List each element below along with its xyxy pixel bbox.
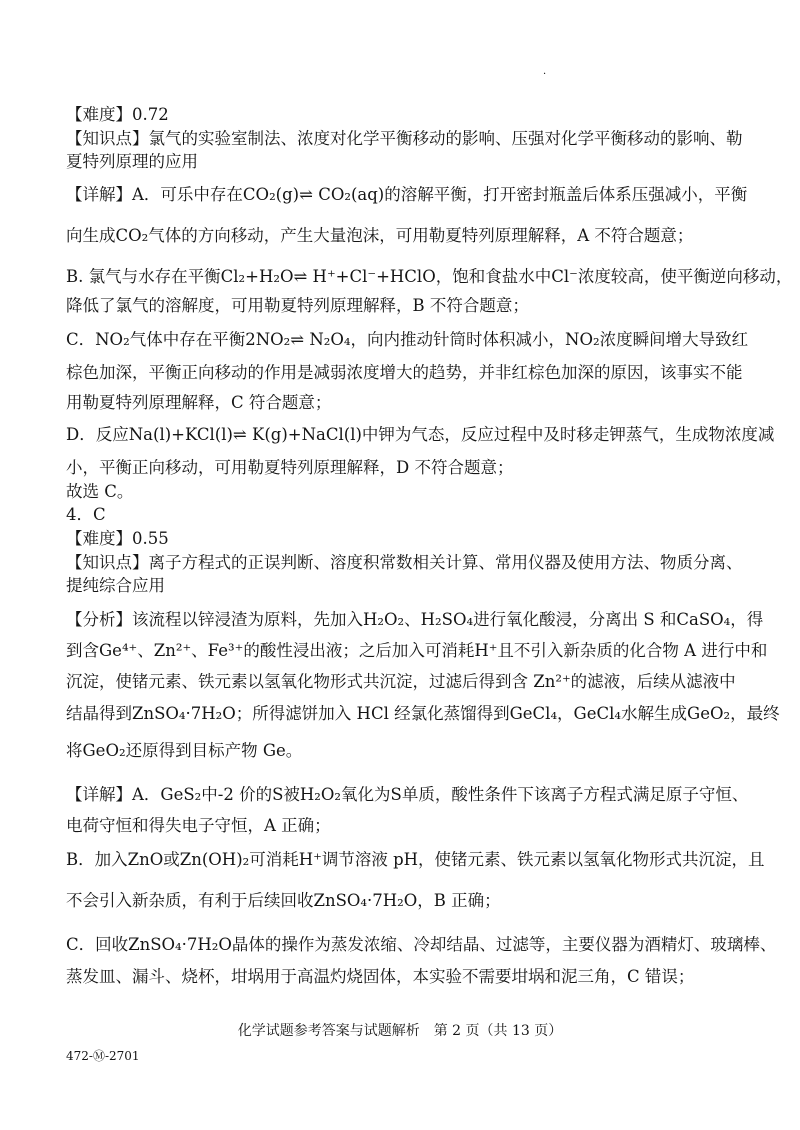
analysis-line: 【分析】该流程以锌浸渣为原料，先加入H₂O₂、H₂SO₄进行氧化酸浸，分离出 S 和CaSO₄，得 xyxy=(66,610,764,629)
difficulty-line-2: 【难度】0.55 xyxy=(66,529,169,548)
detail-d-line: D．反应Na(l)+KCl(l)⇌ K(g)+NaCl(l)中钾为气态，反应过程中及时移走钾蒸气，生成物浓度减 xyxy=(66,425,775,444)
detail-a-line-2-cont: 电荷守恒和得失电子守恒，A 正确； xyxy=(66,816,331,835)
detail-a-line: 【详解】A．可乐中存在CO₂(g)⇌ CO₂(aq)的溶解平衡，打开密封瓶盖后体系压强减小，平衡 xyxy=(66,185,748,204)
analysis-line-cont3: 结晶得到ZnSO₄·7H₂O；所得滤饼加入 HCl 经氯化蒸馏得到GeCl₄，GeCl₄水解生成GeO₂，最终 xyxy=(66,704,780,723)
detail-c-line-2: C．回收ZnSO₄·7H₂O晶体的操作为蒸发浓缩、冷却结晶、过滤等，主要仪器为酒精灯、玻璃棒、 xyxy=(66,935,777,954)
detail-d-line-cont: 小，平衡正向移动，可用勒夏特列原理解释，D 不符合题意； xyxy=(66,458,514,477)
page-footer: 化学试题参考答案与试题解析 第 2 页（共 13 页） xyxy=(237,1023,563,1039)
knowledge-points-line-cont: 夏特列原理的应用 xyxy=(66,152,198,171)
detail-c-line-cont2: 用勒夏特列原理解释，C 符合题意； xyxy=(66,393,332,412)
analysis-line-cont2: 沉淀，使锗元素、铁元素以氢氧化物形式共沉淀，过滤后得到含 Zn²⁺的滤液，后续从滤液中 xyxy=(66,672,736,691)
detail-b-line-2: B．加入ZnO或Zn(OH)₂可消耗H⁺调节溶液 pH，使锗元素、铁元素以氢氧化物形式共沉淀，且 xyxy=(66,850,765,869)
document-code: 472-Ⓜ-2701 xyxy=(66,1049,140,1063)
detail-b-line-2-cont: 不会引入新杂质，有利于后续回收ZnSO₄·7H₂O，B 正确； xyxy=(66,891,501,910)
difficulty-line: 【难度】0.72 xyxy=(66,105,169,124)
detail-a-line-2: 【详解】A．GeS₂中-2 价的S被H₂O₂氧化为S单质，酸性条件下该离子方程式满足原子守恒、 xyxy=(66,785,749,804)
question-number-line: 4．C xyxy=(66,505,106,524)
detail-c-line-cont: 棕色加深，平衡正向移动的作用是减弱浓度增大的趋势，并非红棕色加深的原因，该事实不能 xyxy=(66,363,743,382)
detail-c-line-2-cont: 蒸发皿、漏斗、烧杯，坩埚用于高温灼烧固体，本实验不需要坩埚和泥三角，C 错误； xyxy=(66,967,695,986)
conclusion-line: 故选 C。 xyxy=(66,482,134,501)
knowledge-points-line-2: 【知识点】离子方程式的正误判断、溶度积常数相关计算、常用仪器及使用方法、物质分离、 xyxy=(66,553,743,572)
analysis-line-cont4: 将GeO₂还原得到目标产物 Ge。 xyxy=(66,741,303,760)
detail-a-line-cont: 向生成CO₂气体的方向移动，产生大量泡沫，可用勒夏特列原理解释，A 不符合题意； xyxy=(66,226,694,245)
detail-b-line: B. 氯气与水存在平衡Cl₂+H₂O⇌ H⁺+Cl⁻+HClO，饱和食盐水中Cl⁻浓度较高，使平衡逆向移动， xyxy=(66,267,793,286)
analysis-line-cont: 到含Ge⁴⁺、Zn²⁺、Fe³⁺的酸性浸出液；之后加入可消耗H⁺且不引入新杂质的化合物 A 进行中和 xyxy=(66,641,768,660)
knowledge-points-line: 【知识点】氯气的实验室制法、浓度对化学平衡移动的影响、压强对化学平衡移动的影响、勒 xyxy=(66,129,743,148)
top-mark: · xyxy=(543,69,547,80)
detail-c-line: C．NO₂气体中存在平衡2NO₂⇌ N₂O₄，向内推动针筒时体积减小，NO₂浓度瞬间增大导致红 xyxy=(66,330,749,349)
detail-b-line-cont: 降低了氯气的溶解度，可用勒夏特列原理解释，B 不符合题意； xyxy=(66,296,529,315)
knowledge-points-line-2-cont: 提纯综合应用 xyxy=(66,576,165,595)
